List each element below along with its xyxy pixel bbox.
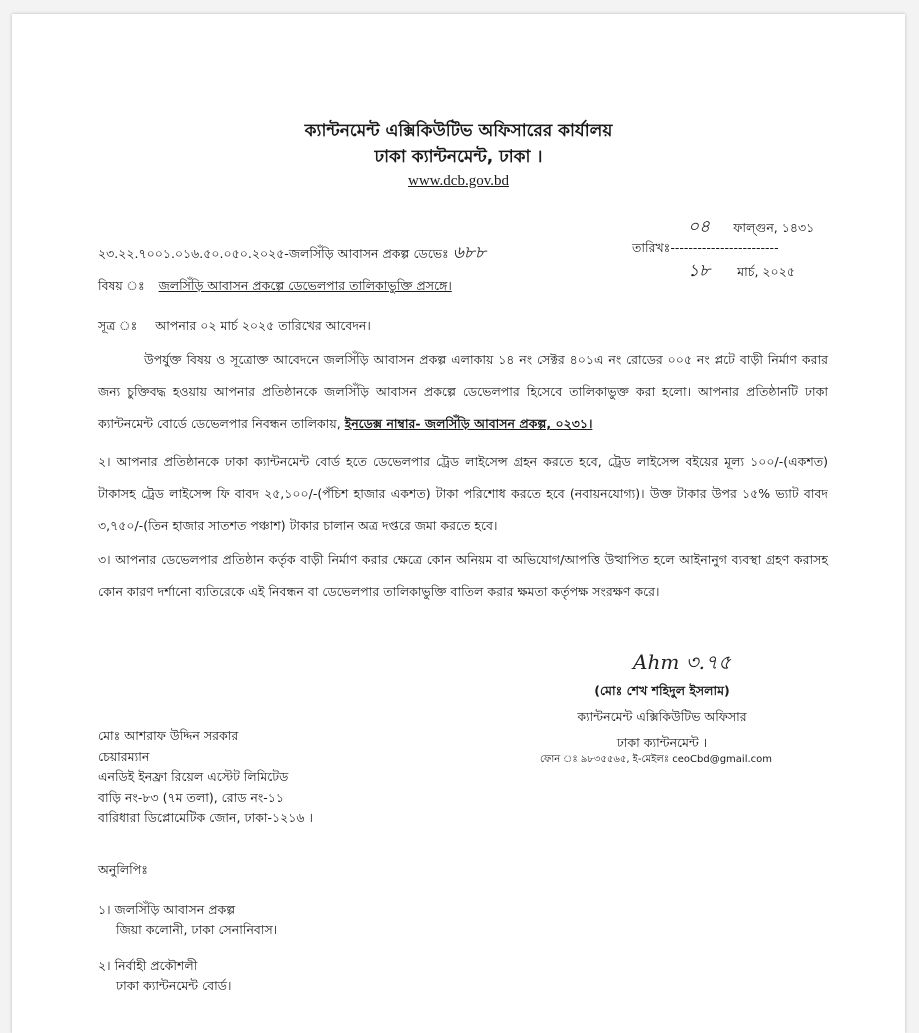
copy-item [98,900,277,940]
recipient-line: বাড়ি নং-৮৩ (৭ম তলা), রোড নং-১১ [98,789,284,805]
signature-handwritten: Ahm ৩.৭৫ [633,650,731,674]
recipient-line: মোঃ আশরাফ উদ্দিন সরকার [98,728,239,743]
date-bangla-month: ফাল্গুন, ১৪৩১ [733,220,815,235]
office-location: ঢাকা ক্যান্টনমেন্ট, ঢাকা । [374,147,543,167]
signature-block [532,648,792,755]
signatory-office: ঢাকা ক্যান্টনমেন্ট । [616,735,708,750]
signatory-contact-text: ফোন ঃ ৯৮৩৫৫৬৫, ই-মেইলঃ ceoCbd@gmail.com [540,754,773,765]
source-label: সূত্র ঃ [98,318,138,333]
index-number: ইনডেক্স নাম্বার- জলসিঁড়ি আবাসন প্রকল্প, ০২৩১। [344,416,593,431]
paragraph-3: ৩। আপনার ডেভেলপার প্রতিষ্ঠান কর্তৃক বাড়ী নির্মাণ করার ক্ষেত্রে কোন অনিয়ম বা অভিযোগ/আপত্তি উত্থাপিত হলে আইনানুগ ব্যবস্থা গ্রহণ করাসহ কোন কারণ দর্শানো ব্যতিরেকে এই নিবন্ধন বা ডেভেলপার তালিকাভুক্তি বাতিল করার ক্ষমতা কর্তৃপক্ষ সংরক্ষণ করে। [98,552,828,599]
copy-item [98,956,231,996]
subject-text: জলসিঁড়ি আবাসন প্রকল্পে ডেভেলপার তালিকাভুক্তি প্রসঙ্গে। [158,278,452,293]
subject-label: বিষয় ঃ [98,278,145,293]
date-greg-month: মার্চ, ২০২৫ [737,264,795,279]
recipient-block [98,726,313,829]
source-text: আপনার ০২ মার্চ ২০২৫ তারিখের আবেদন। [155,318,371,333]
date-label: তারিখঃ------------------------ [632,240,779,255]
date-bangla-day: ০৪ [688,217,711,237]
memo-ref-handwritten: ৬৮৮ [452,243,486,263]
recipient-line: চেয়ারম্যান [98,748,150,764]
subject [98,278,452,298]
signatory-name: (মোঃ শেখ শহিদুল ইসলাম) [594,683,730,698]
memo-ref-number: ২৩.২২.৭০০১.০১৬.৫০.০৫০.২০২৫-জলসিঁড়ি আবাসন প্রকল্প ডেভেঃ [98,246,449,261]
date-bangla [688,214,814,242]
copy-item-line1: ২। নির্বাহী প্রকৌশলী [98,958,198,973]
source [98,318,371,338]
recipient-line: এনডিই ইনফ্রা রিয়েল এস্টেট লিমিটেড [98,769,289,784]
paragraph-1 [98,344,828,440]
paragraph-2: ২। আপনার প্রতিষ্ঠানকে ঢাকা ক্যান্টনমেন্ট বোর্ড হতে ডেভেলপার ট্রেড লাইসেন্স গ্রহন করতে হবে, ট্রেড লাইসেন্স বইয়ের মূল্য ১০০/-(একশত) টাকাসহ ট্রেড লাইসেন্স ফি বাবদ ২৫,১০০/-(পঁচিশ হাজার একশত) টাকা পরিশোধ করতে হবে (নবায়নযোগ্য)। উক্ত টাকার উপর ১৫% ভ্যাট বাবদ ৩,৭৫০/-(তিন হাজার সাতশত পঞ্চাশ) টাকার চালান অত্র দপ্তরে জমা করতে হবে। [98,454,828,533]
memo-ref [98,240,486,268]
copy-item-line2: ঢাকা ক্যান্টনমেন্ট বোর্ড। [116,978,232,993]
copy-item-line2: জিয়া কলোনী, ঢাকা সেনানিবাস। [116,922,278,937]
website-link[interactable]: www.dcb.gov.bd [408,173,509,189]
letter-page [12,14,905,1033]
signatory-contact [540,752,772,769]
date-gregorian [688,258,795,286]
date-greg-day: ১৮ [688,261,711,281]
website[interactable] [12,173,905,190]
copy-item-line1: ১। জলসিঁড়ি আবাসন প্রকল্প [98,902,236,917]
paragraph-1-text: উপর্যুক্ত বিষয় ও সূত্রোক্ত আবেদনে জলসিঁড়ি আবাসন প্রকল্প এলাকায় ১৪ নং সেক্টর ৪০১এ নং রোডের ০০৫ নং প্লটে বাড়ী নির্মাণ করার জন্য চুক্তিবদ্ধ হওয়ায় আপনার প্রতিষ্ঠানকে জলসিঁড়ি আবাসন প্রকল্পে ডেভেলপার হিসেবে তালিকাভুক্ত করা হলো। আপনার প্রতিষ্ঠানটি ঢাকা ক্যান্টনমেন্ট বোর্ডে ডেভেলপার নিবন্ধন তালিকায়, [98,352,828,431]
copies-label: অনুলিপিঃ [98,862,148,877]
recipient-line: বারিধারা ডিপ্লোমেটিক জোন, ঢাকা-১২১৬ । [98,810,313,825]
signatory-title: ক্যান্টনমেন্ট এক্সিকিউটিভ অফিসার [577,709,747,724]
office-title: ক্যান্টনমেন্ট এক্সিকিউটিভ অফিসারের কার্যালয় [304,121,613,141]
